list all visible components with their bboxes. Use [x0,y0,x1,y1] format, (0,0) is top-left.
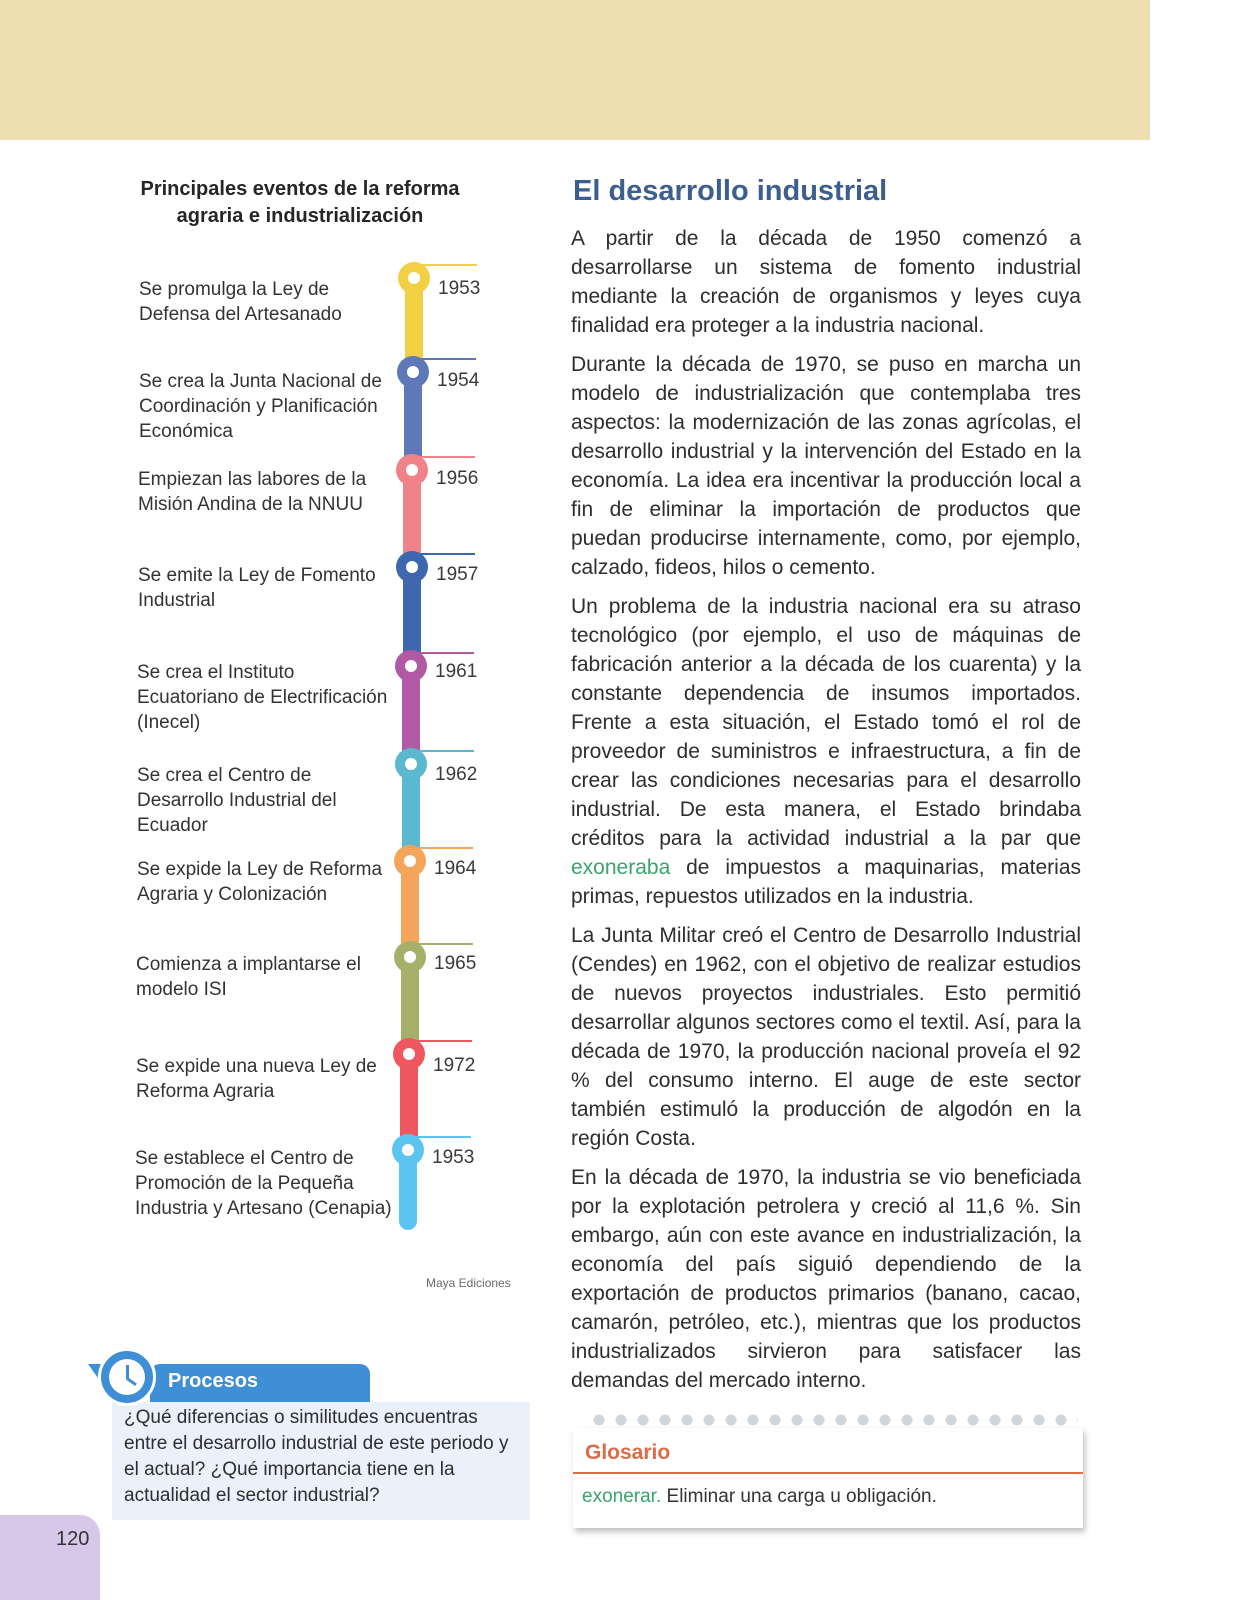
timeline-marker [395,650,427,682]
glossary-term: exonerar. [582,1486,662,1507]
timeline-connector [416,358,476,360]
timeline-event-text [136,1054,396,1104]
timeline-event-line: Agraria y Colonización [137,884,328,905]
glossary-definition [582,1486,937,1508]
timeline-marker [392,1134,424,1166]
timeline-event-line: Reforma Agraria [136,1081,275,1102]
article-paragraph: A partir de la década de 1950 comenzó a desarrollarse un sistema de fomento industrial mediante la creación de organismos y leyes cuya finalidad era proteger a la industria nacional. [571,227,1081,337]
timeline-event-text [138,467,398,517]
timeline-marker [393,1038,425,1070]
glossary-meaning: Eliminar una carga u obligación. [666,1486,937,1507]
timeline-event-text [138,563,398,613]
paragraph-text: de impuestos a maquinarias, materias primas, repuestos utilizados en la industria. [571,856,1081,908]
timeline-marker [396,551,428,583]
timeline-marker [394,845,426,877]
timeline-event-line: Ecuador [137,815,208,836]
glossary-title: Glosario [585,1441,671,1464]
timeline-event-line: modelo ISI [136,979,227,1000]
timeline-connector [412,1040,472,1042]
timeline-year: 1964 [434,858,477,879]
timeline-event-text [136,952,396,1002]
page-margin [1150,0,1236,1600]
spiral-binding-decoration [588,1412,1078,1428]
timeline-year: 1965 [434,953,477,974]
timeline-connector [413,847,473,849]
timeline-event-line: Industria y Artesano (Cenapia) [135,1198,392,1219]
timeline-connector [417,264,477,266]
timeline-marker [397,356,429,388]
article-body [571,224,1081,1405]
timeline-year: 1957 [436,564,479,585]
timeline-marker [396,454,428,486]
procesos-question: ¿Qué diferencias o similitudes encuentras entre el desarrollo industrial de este periodo y el actual? ¿Qué importancia tiene en la actualidad el sector industrial? [124,1407,509,1506]
paragraph-text: Un problema de la industria nacional era su atraso tecnológico (por ejemplo, el uso de máquinas de fabricación anterior a la década de los cuarenta) y la constante dependencia de insumos importados. Frente a esta situación, el Estado tomó el rol de proveedor de suministros e infraestructura, a fin de crear las condiciones necesarias para el desarrollo industrial. De esta manera, el Estado brindaba créditos para la actividad industrial a la par que [571,595,1081,850]
timeline-event-line: Empiezan las labores de la [138,469,367,490]
timeline-event-line: Industrial [138,590,216,611]
timeline-year: 1972 [433,1055,476,1076]
timeline-marker [398,262,430,294]
timeline-title [120,176,480,230]
timeline-event-line: Económica [139,421,233,442]
article-paragraph: La Junta Militar creó el Centro de Desarrollo Industrial (Cendes) en 1962, con el objetivo de realizar estudios de nuevos proyectos industriales. Esto permitió desarrollar algunos sectores como el textil. Así, para la década de 1970, la producción nacional proveía el 92 % del consumo interno. El auge de este sector también estimuló la producción de algodón en la región Costa. [571,924,1081,1150]
article-paragraph [571,592,1081,911]
article-paragraph: Durante la década de 1970, se puso en marcha un modelo de industrialización que contemplaba tres aspectos: la modernización de las zonas agrícolas, el desarrollo industrial y la intervención del Estado en la economía. La idea era incentivar la producción local a fin de eliminar la importación de productos que puedan producirse internamente, como, por ejemplo, calzado, fideos, hilos o cemento. [571,353,1081,579]
timeline-event-line: Se expide la Ley de Reforma [137,859,383,880]
timeline-connector [414,652,474,654]
timeline-connector [414,750,474,752]
timeline-connector [415,456,475,458]
timeline-event-line: Se expide una nueva Ley de [136,1056,377,1077]
timeline-event-text [137,857,397,907]
timeline-year: 1961 [435,661,478,682]
clock-icon [98,1348,156,1406]
timeline-event-text [139,277,399,327]
glossary-divider [573,1472,1083,1474]
timeline-event-line: Se crea el Instituto [137,662,295,683]
timeline-connector [411,1136,471,1138]
timeline-event-line: Se establece el Centro de [135,1148,354,1169]
page-number: 120 [56,1528,90,1550]
timeline-marker [394,941,426,973]
timeline-event-text [135,1146,395,1221]
glossary-term-link[interactable]: exoneraba [571,856,671,879]
timeline-event-line: Se crea el Centro de [137,765,312,786]
timeline-marker [395,748,427,780]
timeline-event-line: Se promulga la Ley de [139,279,330,300]
timeline-event-line: Se crea la Junta Nacional de [139,371,382,392]
header-band [0,0,1150,140]
timeline-event-line: (Inecel) [137,712,201,733]
timeline-connector [415,553,475,555]
timeline-event-line: Se emite la Ley de Fomento [138,565,376,586]
procesos-label: Procesos [168,1370,259,1392]
timeline-event-line: Coordinación y Planificación [139,396,378,417]
timeline-event-line: Desarrollo Industrial del [137,790,337,811]
timeline-title-line1: Principales eventos de la reforma [140,178,460,200]
timeline-year: 1953 [438,278,481,299]
timeline-event-text [139,369,399,444]
article-paragraph: En la década de 1970, la industria se vio beneficiada por la explotación petrolera y creció al 11,6 %. Sin embargo, aún con este avance en industrialización, la economía del país siguió dependiendo de la exportación de productos primarios (banano, cacao, camarón, petróleo, etc.), mientras que los productos industrializados sirvieron para satisfacer las demandas del mercado interno. [571,1166,1081,1392]
timeline-year: 1962 [435,764,478,785]
timeline-event-line: Misión Andina de la NNUU [138,494,363,515]
timeline-event-line: Ecuatoriano de Electrificación [137,687,388,708]
timeline-year: 1953 [432,1147,475,1168]
timeline-event-line: Defensa del Artesanado [139,304,342,325]
timeline-title-line2: agraria e industrialización [176,205,424,227]
timeline-event-text [137,763,397,838]
article-title: El desarrollo industrial [573,175,888,207]
timeline-event-line: Comienza a implantarse el [136,954,361,975]
image-credit: Maya Ediciones [426,1276,511,1290]
timeline-year: 1954 [437,370,480,391]
timeline-year: 1956 [436,468,479,489]
timeline-event-line: Promoción de la Pequeña [135,1173,354,1194]
timeline-connector [413,943,473,945]
timeline-event-text [137,660,397,735]
